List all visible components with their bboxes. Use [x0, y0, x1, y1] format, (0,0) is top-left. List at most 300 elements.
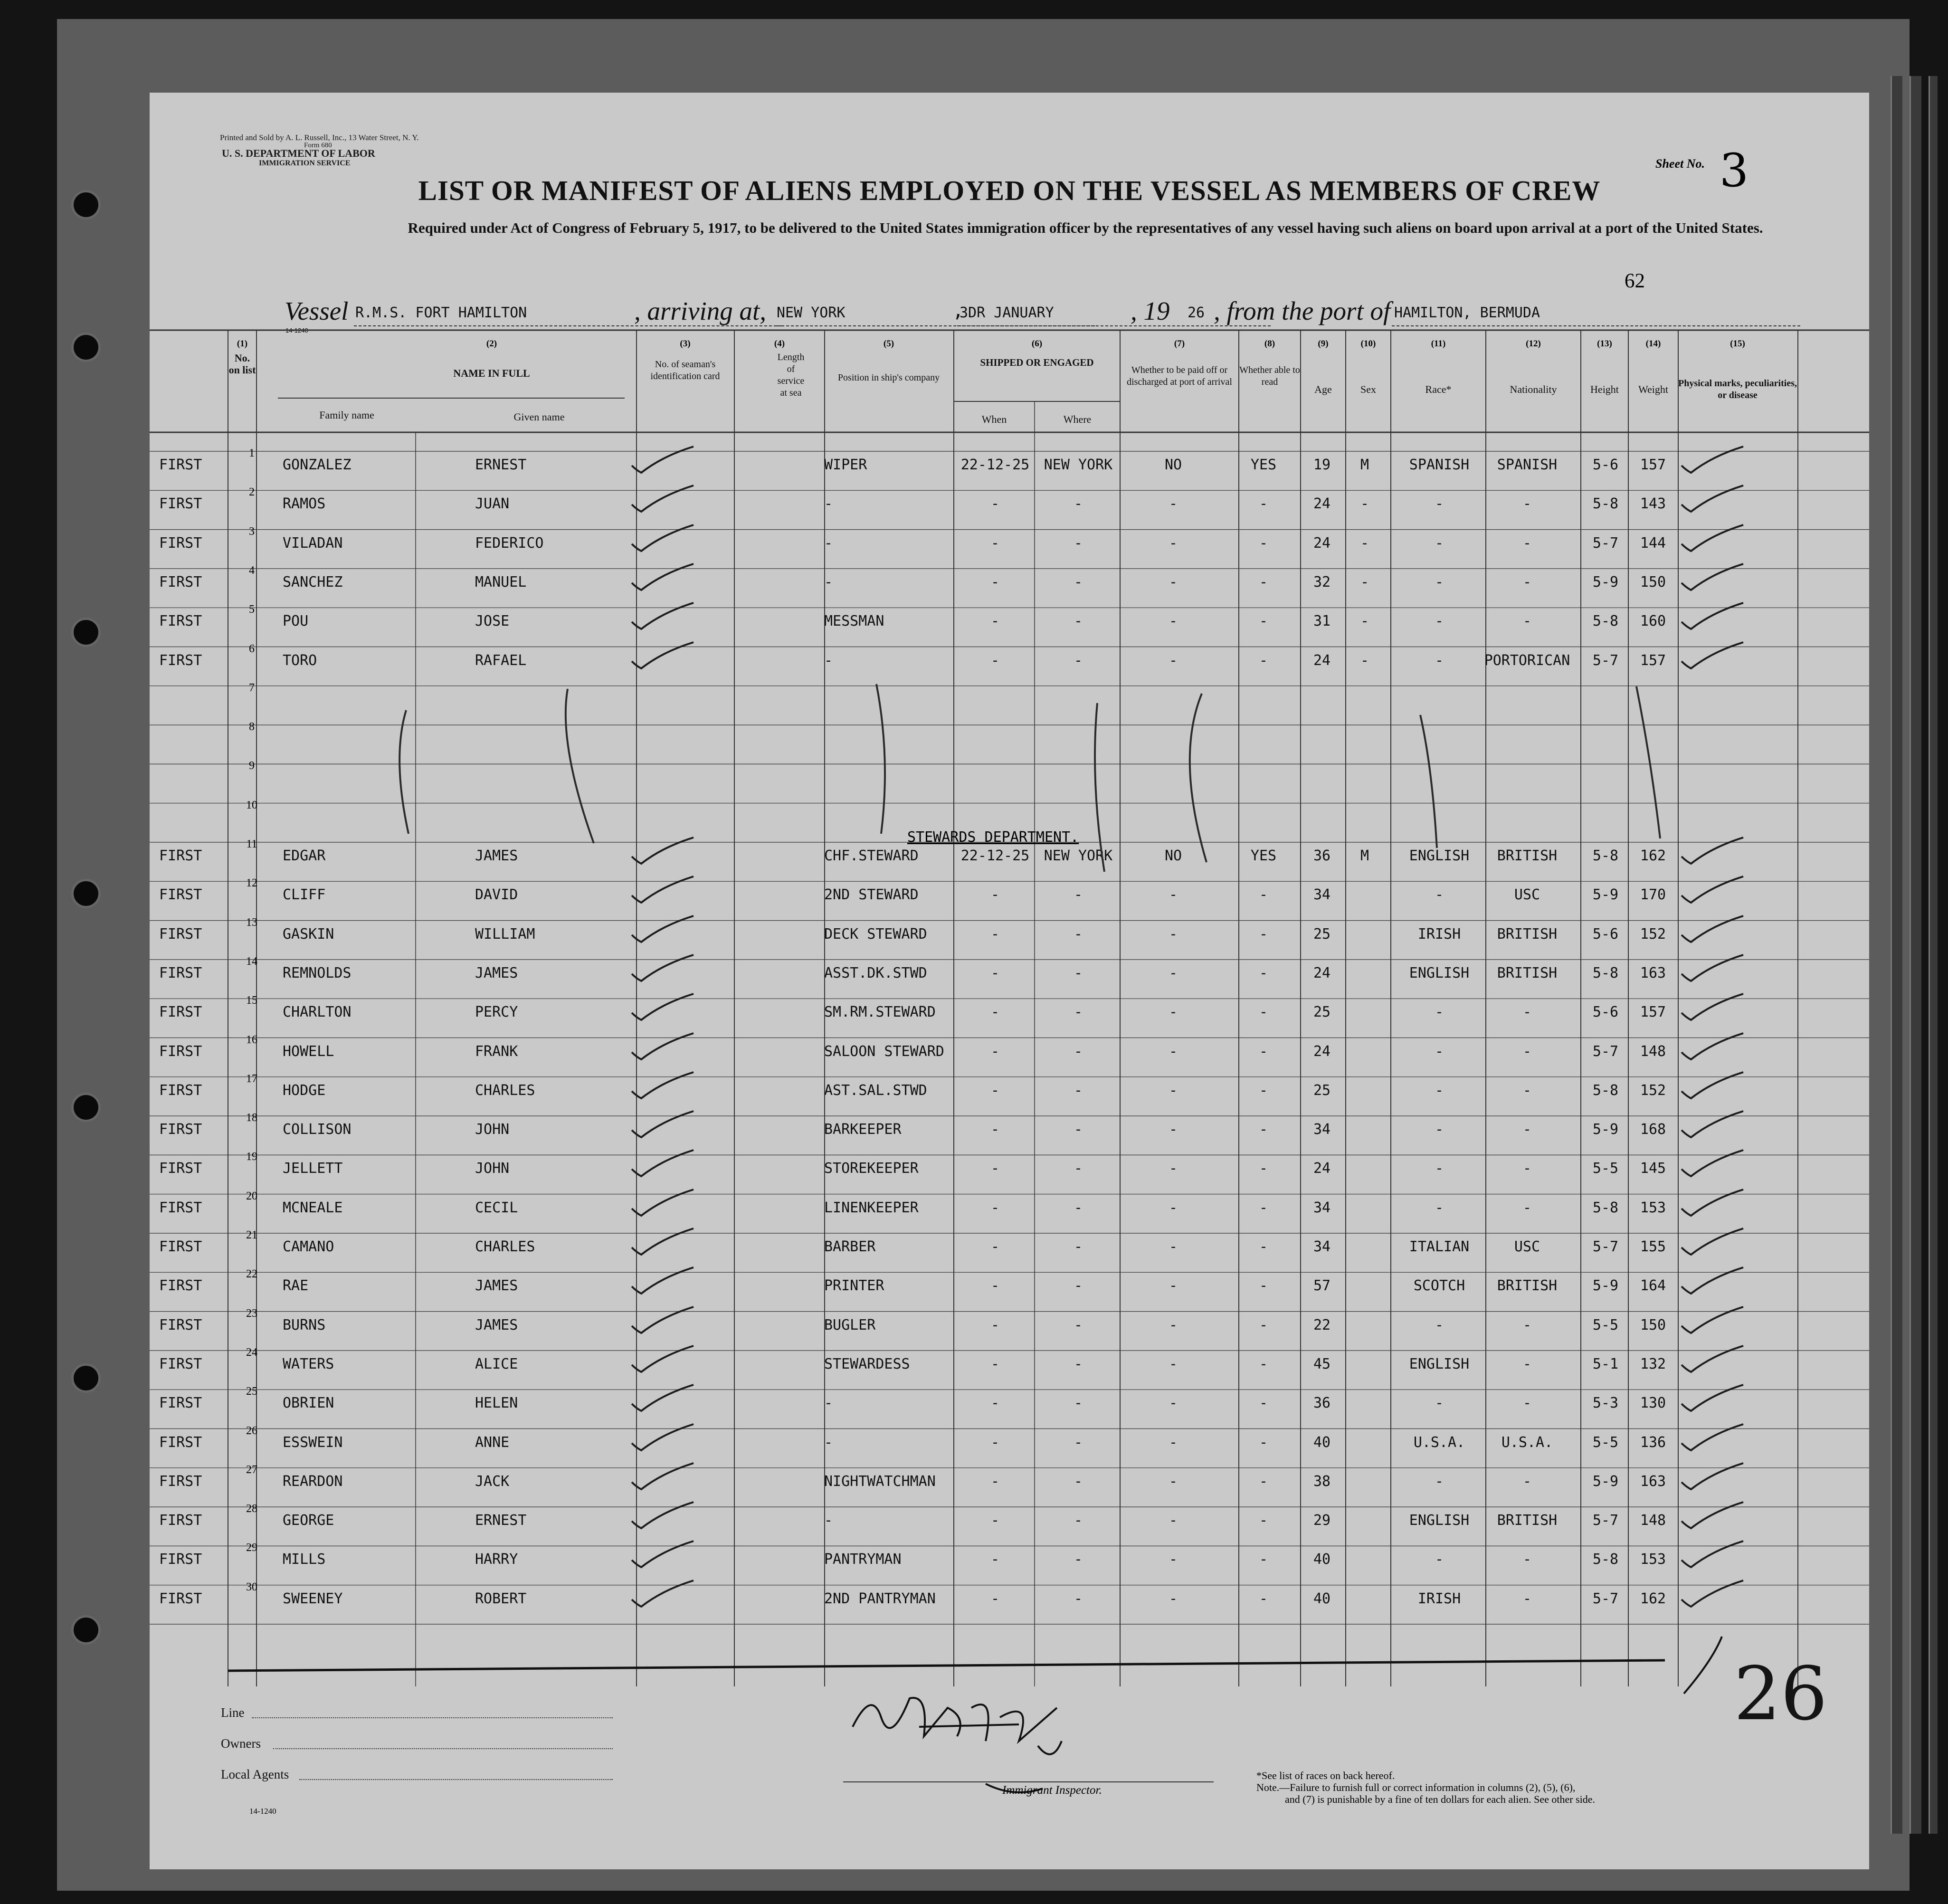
- column-number-8: (8): [1264, 339, 1275, 349]
- race: -: [1435, 1004, 1444, 1021]
- age: 36: [1313, 1395, 1331, 1412]
- paid-off: -: [1169, 1473, 1178, 1490]
- column-header-when: When: [981, 413, 1007, 425]
- shipped-when: -: [990, 573, 1000, 590]
- shipped-when: -: [990, 1160, 1000, 1177]
- shipped-when: -: [990, 495, 1000, 513]
- row-number: 5: [249, 603, 255, 616]
- height: 5-5: [1592, 1316, 1619, 1333]
- row-number: 13: [246, 916, 257, 929]
- sheet-label: Sheet No.: [1655, 157, 1705, 171]
- page-title: LIST OR MANIFEST OF ALIENS EMPLOYED ON THE VESSEL AS MEMBERS OF CREW: [418, 175, 1601, 206]
- given-name: MANUEL: [475, 573, 527, 590]
- race: -: [1435, 613, 1444, 630]
- paid-off: -: [1169, 534, 1178, 552]
- shipped-when: -: [990, 613, 1000, 630]
- class-label: FIRST: [159, 613, 202, 630]
- form-number: Form 680: [304, 142, 332, 149]
- position: SM.RM.STEWARD: [824, 1004, 936, 1021]
- column-number-2: (2): [486, 339, 497, 349]
- ditto-stroke: [1636, 686, 1660, 838]
- paid-off: -: [1169, 1395, 1178, 1412]
- given-name: DAVID: [475, 886, 518, 904]
- shipped-when: -: [990, 1395, 1000, 1412]
- able-to-read: YES: [1250, 847, 1277, 864]
- weight: 153: [1640, 1199, 1666, 1216]
- family-name: SWEENEY: [283, 1590, 343, 1607]
- able-to-read: YES: [1250, 457, 1277, 473]
- class-label: FIRST: [159, 886, 202, 904]
- position: DECK STEWARD: [824, 925, 927, 942]
- race: -: [1435, 1199, 1444, 1216]
- shipped-where: -: [1074, 1551, 1083, 1568]
- column-header-name: NAME IN FULL: [453, 367, 530, 379]
- race: -: [1435, 1473, 1444, 1490]
- height: 5-9: [1592, 1277, 1619, 1295]
- nationality: SPANISH: [1497, 457, 1558, 473]
- position: 2ND STEWARD: [824, 886, 919, 904]
- shipped-where: -: [1074, 964, 1083, 981]
- nationality: BRITISH: [1497, 964, 1558, 981]
- paid-off: -: [1169, 964, 1178, 981]
- row-number: 19: [246, 1151, 257, 1163]
- paid-off: -: [1169, 613, 1178, 630]
- position: -: [824, 652, 833, 669]
- class-label: FIRST: [159, 495, 202, 513]
- class-label: FIRST: [159, 573, 202, 590]
- age: 24: [1313, 495, 1331, 513]
- sheet-number: 3: [1720, 144, 1749, 197]
- paid-off: -: [1169, 1551, 1178, 1568]
- nationality: -: [1522, 1590, 1532, 1607]
- shipped-where: -: [1074, 1473, 1083, 1490]
- nationality: USC: [1514, 1238, 1540, 1255]
- able-to-read: -: [1259, 1512, 1268, 1529]
- class-label: FIRST: [159, 457, 202, 473]
- race: U.S.A.: [1413, 1434, 1465, 1451]
- position: BARKEEPER: [824, 1121, 902, 1138]
- family-name: RAMOS: [283, 495, 326, 513]
- row-number: 22: [246, 1268, 257, 1281]
- given-name: JOHN: [475, 1160, 510, 1177]
- able-to-read: -: [1259, 1473, 1268, 1490]
- family-name: HODGE: [283, 1082, 326, 1099]
- weight: 162: [1640, 847, 1666, 864]
- position: MESSMAN: [824, 613, 884, 630]
- given-name: WILLIAM: [475, 925, 535, 942]
- column-header-height: Height: [1590, 383, 1619, 395]
- age: 45: [1313, 1355, 1331, 1372]
- able-to-read: -: [1259, 1043, 1268, 1060]
- year-suffix: 26: [1188, 305, 1205, 321]
- reference-number: 62: [1625, 270, 1645, 292]
- nationality: -: [1522, 495, 1532, 513]
- shipped-where: -: [1074, 1512, 1083, 1529]
- weight: 150: [1640, 573, 1666, 590]
- nationality: -: [1522, 1121, 1532, 1138]
- column-header-where: Where: [1063, 413, 1092, 425]
- paid-off: NO: [1164, 457, 1182, 473]
- column-header-physical-marks: Physical marks, peculiarities, or disease: [1678, 378, 1797, 400]
- paid-off: -: [1169, 1160, 1178, 1177]
- position: -: [824, 1512, 833, 1529]
- family-name: RAE: [283, 1277, 309, 1295]
- column-header-service-length: Length of service at sea: [777, 352, 805, 398]
- able-to-read: -: [1259, 1277, 1268, 1295]
- shipped-where: -: [1074, 886, 1083, 904]
- weight: 136: [1640, 1434, 1666, 1451]
- weight: 153: [1640, 1551, 1666, 1568]
- row-number: 3: [249, 525, 255, 538]
- paid-off: -: [1169, 1082, 1178, 1099]
- column-header-position: Position in ship's company: [837, 372, 940, 383]
- column-header-family-name: Family name: [319, 409, 374, 421]
- row-number: 23: [246, 1307, 257, 1320]
- family-name: ESSWEIN: [283, 1434, 343, 1451]
- sex: -: [1360, 534, 1369, 552]
- given-name: CHARLES: [475, 1238, 535, 1255]
- race: IRISH: [1417, 925, 1461, 942]
- height: 5-6: [1592, 1004, 1619, 1021]
- height: 5-6: [1592, 925, 1619, 942]
- column-number-4: (4): [774, 339, 785, 349]
- height: 5-1: [1592, 1355, 1619, 1372]
- from-port: HAMILTON, BERMUDA: [1394, 305, 1540, 321]
- position: CHF.STEWARD: [824, 847, 919, 864]
- shipped-when: -: [990, 1082, 1000, 1099]
- shipped-when: -: [990, 886, 1000, 904]
- family-name: HOWELL: [283, 1043, 334, 1060]
- shipped-where: -: [1074, 1355, 1083, 1372]
- column-number-11: (11): [1431, 339, 1446, 349]
- class-label: FIRST: [159, 1004, 202, 1021]
- paid-off: -: [1169, 1434, 1178, 1451]
- class-label: FIRST: [159, 1199, 202, 1216]
- department-label: STEWARDS DEPARTMENT.: [907, 829, 1079, 846]
- family-name: CAMANO: [283, 1238, 334, 1255]
- race: -: [1435, 1082, 1444, 1099]
- age: 25: [1313, 1004, 1331, 1021]
- race: SPANISH: [1409, 457, 1470, 473]
- class-label: FIRST: [159, 1082, 202, 1099]
- family-name: VILADAN: [283, 534, 343, 552]
- shipped-when: 22-12-25: [960, 847, 1030, 864]
- paid-off: NO: [1164, 847, 1182, 864]
- sex: -: [1360, 652, 1369, 669]
- shipped-where: -: [1074, 495, 1083, 513]
- shipped-where: -: [1074, 652, 1083, 669]
- given-name: CHARLES: [475, 1082, 535, 1099]
- family-name: EDGAR: [283, 847, 326, 864]
- shipped-when: -: [990, 1277, 1000, 1295]
- race: -: [1435, 886, 1444, 904]
- given-name: ROBERT: [475, 1590, 527, 1607]
- race: -: [1435, 573, 1444, 590]
- height: 5-8: [1592, 847, 1619, 864]
- age: 24: [1313, 652, 1331, 669]
- arrival-date: 3DR JANUARY: [960, 305, 1054, 321]
- weight: 145: [1640, 1160, 1666, 1177]
- shipped-when: -: [990, 1238, 1000, 1255]
- class-label: FIRST: [159, 1473, 202, 1490]
- shipped-where: -: [1074, 1004, 1083, 1021]
- position: WIPER: [824, 457, 867, 473]
- class-label: FIRST: [159, 1277, 202, 1295]
- row-number: 15: [246, 994, 257, 1007]
- nationality: U.S.A.: [1501, 1434, 1553, 1451]
- row-number: 6: [249, 642, 255, 655]
- page-stack-edge: [1910, 76, 1921, 1834]
- row-number: 12: [246, 877, 257, 890]
- class-label: FIRST: [159, 847, 202, 864]
- family-name: BURNS: [283, 1316, 326, 1333]
- height: 5-7: [1592, 1590, 1619, 1607]
- total-count: 26: [1734, 1651, 1828, 1737]
- nationality: -: [1522, 1082, 1532, 1099]
- nationality: BRITISH: [1497, 847, 1558, 864]
- vessel-label: Vessel: [285, 296, 349, 325]
- age: 34: [1313, 1121, 1331, 1138]
- age: 24: [1313, 1043, 1331, 1060]
- ditto-stroke: [399, 710, 409, 834]
- year-prefix: , 19: [1131, 296, 1170, 325]
- class-label: FIRST: [159, 1590, 202, 1607]
- column-number-9: (9): [1318, 339, 1329, 349]
- race: ENGLISH: [1409, 964, 1470, 981]
- column-header-no: No. on list: [228, 352, 256, 376]
- shipped-where: -: [1074, 613, 1083, 630]
- age: 38: [1313, 1473, 1331, 1490]
- shipped-where: -: [1074, 1160, 1083, 1177]
- shipped-when: -: [990, 1316, 1000, 1333]
- race: -: [1435, 1160, 1444, 1177]
- row-number: 25: [246, 1385, 257, 1398]
- closing-line: [228, 1660, 1665, 1671]
- able-to-read: -: [1259, 1121, 1268, 1138]
- given-name: RAFAEL: [475, 652, 527, 669]
- row-number: 29: [246, 1542, 257, 1554]
- race: ENGLISH: [1409, 1512, 1470, 1529]
- column-number-14: (14): [1645, 339, 1661, 349]
- height: 5-5: [1592, 1160, 1619, 1177]
- race: -: [1435, 1551, 1444, 1568]
- weight: 155: [1640, 1238, 1666, 1255]
- class-label: FIRST: [159, 1512, 202, 1529]
- nationality: -: [1522, 1355, 1532, 1372]
- column-header-given-name: Given name: [513, 411, 565, 423]
- row-number: 16: [246, 1033, 257, 1046]
- height: 5-9: [1592, 1473, 1619, 1490]
- row-number: 1: [249, 447, 255, 459]
- printer-line: Printed and Sold by A. L. Russell, Inc., 13 Water Street, N. Y.: [220, 133, 419, 142]
- able-to-read: -: [1259, 1199, 1268, 1216]
- height: 5-8: [1592, 1551, 1619, 1568]
- shipped-where: -: [1074, 1199, 1083, 1216]
- arriving-port: NEW YORK: [777, 305, 846, 321]
- given-name: FRANK: [475, 1043, 518, 1060]
- able-to-read: -: [1259, 1434, 1268, 1451]
- able-to-read: -: [1259, 613, 1268, 630]
- paid-off: -: [1169, 1004, 1178, 1021]
- local-agents-field: [299, 1779, 613, 1780]
- family-name: WATERS: [283, 1355, 334, 1372]
- height: 5-7: [1592, 1043, 1619, 1060]
- row-number: 11: [246, 838, 257, 850]
- family-name: CHARLTON: [283, 1004, 352, 1021]
- given-name: PERCY: [475, 1004, 518, 1021]
- age: 40: [1313, 1551, 1331, 1568]
- row-number: 17: [246, 1072, 257, 1085]
- class-label: FIRST: [159, 1316, 202, 1333]
- position: -: [824, 573, 833, 590]
- position: LINENKEEPER: [824, 1199, 919, 1216]
- binder-hole: [71, 1093, 101, 1122]
- given-name: JUAN: [475, 495, 510, 513]
- family-name: MCNEALE: [283, 1199, 343, 1216]
- nationality: BRITISH: [1497, 1277, 1558, 1295]
- height: 5-7: [1592, 534, 1619, 552]
- family-name: JELLETT: [283, 1160, 343, 1177]
- line-field: [252, 1717, 613, 1718]
- shipped-when: -: [990, 1355, 1000, 1372]
- race: ITALIAN: [1409, 1238, 1470, 1255]
- race: ENGLISH: [1409, 1355, 1470, 1372]
- weight: 157: [1640, 457, 1666, 473]
- column-header-id-card: No. of seaman's identification card: [650, 359, 720, 381]
- given-name: ERNEST: [475, 1512, 527, 1529]
- able-to-read: -: [1259, 495, 1268, 513]
- height: 5-8: [1592, 1199, 1619, 1216]
- position: 2ND PANTRYMAN: [824, 1590, 936, 1607]
- paid-off: -: [1169, 925, 1178, 942]
- given-name: CECIL: [475, 1199, 518, 1216]
- column-header-nationality: Nationality: [1510, 383, 1557, 395]
- note-failure: Note.—Failure to furnish full or correct information in columns (2), (5), (6),: [1256, 1781, 1576, 1793]
- weight: 130: [1640, 1395, 1666, 1412]
- age: 29: [1313, 1512, 1331, 1529]
- given-name: JAMES: [475, 1316, 518, 1333]
- row-number: 8: [249, 721, 255, 733]
- shipped-when: -: [990, 1512, 1000, 1529]
- given-name: JACK: [475, 1473, 510, 1490]
- age: 19: [1313, 457, 1331, 473]
- weight: 160: [1640, 613, 1666, 630]
- given-name: JAMES: [475, 964, 518, 981]
- age: 57: [1313, 1277, 1331, 1295]
- family-name: CLIFF: [283, 886, 326, 904]
- able-to-read: -: [1259, 573, 1268, 590]
- height: 5-3: [1592, 1395, 1619, 1412]
- weight: 148: [1640, 1043, 1666, 1060]
- shipped-where: -: [1074, 534, 1083, 552]
- height: 5-9: [1592, 886, 1619, 904]
- owners-label: Owners: [221, 1736, 261, 1751]
- column-number-6: (6): [1031, 339, 1043, 349]
- weight: 150: [1640, 1316, 1666, 1333]
- class-label: FIRST: [159, 925, 202, 942]
- family-name: TORO: [283, 652, 317, 669]
- column-header-read: Whether able to read: [1239, 365, 1300, 387]
- shipped-when: -: [990, 925, 1000, 942]
- class-label: FIRST: [159, 1238, 202, 1255]
- row-number: 7: [249, 681, 255, 694]
- age: 34: [1313, 1238, 1331, 1255]
- nationality: PORTORICAN: [1484, 652, 1570, 669]
- shipped-when: -: [990, 1551, 1000, 1568]
- paid-off: -: [1169, 1043, 1178, 1060]
- height: 5-8: [1592, 964, 1619, 981]
- able-to-read: -: [1259, 534, 1268, 552]
- row-number: 2: [249, 486, 255, 499]
- weight: 148: [1640, 1512, 1666, 1529]
- able-to-read: -: [1259, 886, 1268, 904]
- race: -: [1435, 1395, 1444, 1412]
- column-number-13: (13): [1597, 339, 1612, 349]
- paid-off: -: [1169, 1277, 1178, 1295]
- weight: 162: [1640, 1590, 1666, 1607]
- position: NIGHTWATCHMAN: [824, 1473, 936, 1490]
- height: 5-8: [1592, 495, 1619, 513]
- page-stack-edge: [1929, 76, 1938, 1834]
- able-to-read: -: [1259, 1316, 1268, 1333]
- service-name: IMMIGRATION SERVICE: [259, 159, 351, 167]
- age: 40: [1313, 1590, 1331, 1607]
- given-name: JAMES: [475, 1277, 518, 1295]
- row-number: 10: [246, 799, 257, 811]
- able-to-read: -: [1259, 1004, 1268, 1021]
- race: SCOTCH: [1413, 1277, 1465, 1295]
- shipped-where: -: [1074, 1238, 1083, 1255]
- height: 5-7: [1592, 1512, 1619, 1529]
- age: 34: [1313, 1199, 1331, 1216]
- height: 5-5: [1592, 1434, 1619, 1451]
- class-label: FIRST: [159, 964, 202, 981]
- family-name: SANCHEZ: [283, 573, 343, 590]
- family-name: REMNOLDS: [283, 964, 352, 981]
- able-to-read: -: [1259, 652, 1268, 669]
- shipped-when: -: [990, 1199, 1000, 1216]
- race: -: [1435, 652, 1444, 669]
- able-to-read: -: [1259, 964, 1268, 981]
- weight: 132: [1640, 1355, 1666, 1372]
- sex: -: [1360, 573, 1369, 590]
- shipped-when: -: [990, 1043, 1000, 1060]
- weight: 152: [1640, 925, 1666, 942]
- column-header-race: Race*: [1425, 383, 1452, 395]
- height: 5-7: [1592, 652, 1619, 669]
- shipped-when: -: [990, 534, 1000, 552]
- sex: -: [1360, 613, 1369, 630]
- column-number-7: (7): [1174, 339, 1185, 349]
- position: STOREKEEPER: [824, 1160, 919, 1177]
- inspector-label: Immigrant Inspector.: [1002, 1784, 1102, 1797]
- shipped-where: -: [1074, 1277, 1083, 1295]
- position: PRINTER: [824, 1277, 884, 1295]
- class-label: FIRST: [159, 534, 202, 552]
- weight: 157: [1640, 652, 1666, 669]
- shipped-where: NEW YORK: [1044, 457, 1113, 473]
- binder-hole: [71, 1363, 101, 1393]
- class-label: FIRST: [159, 1121, 202, 1138]
- position: -: [824, 495, 833, 513]
- column-number-15: (15): [1730, 339, 1745, 349]
- paid-off: -: [1169, 886, 1178, 904]
- position: -: [824, 534, 833, 552]
- ditto-stroke: [1190, 694, 1207, 862]
- weight: 168: [1640, 1121, 1666, 1138]
- weight: 157: [1640, 1004, 1666, 1021]
- row-number: 28: [246, 1503, 257, 1515]
